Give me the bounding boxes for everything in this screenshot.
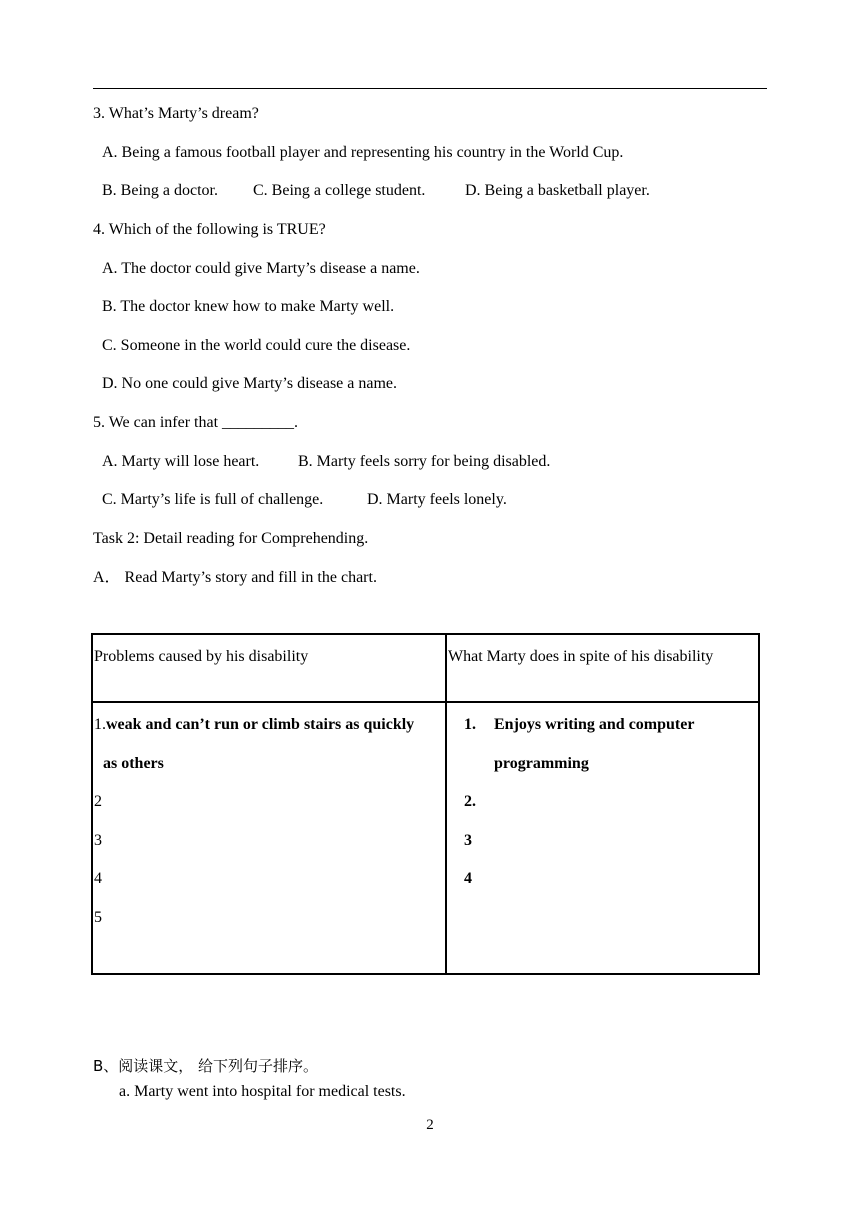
header-rule [93,88,767,89]
problem-item-1-cont: as others [103,755,164,772]
problem-item-4: 4 [94,870,102,887]
achievement-item-2: 2. [464,793,476,810]
problem-item-3: 3 [94,832,102,849]
achievement-number-1: 1. [464,716,476,733]
achievement-item-1: Enjoys writing and computer [494,716,695,733]
q5-option-a: A. Marty will lose heart. [102,453,260,470]
task2-part-a: A． Read Marty’s story and fill in the chart. [93,569,377,586]
q5-options-cd [102,490,507,510]
achievement-item-3: 3 [464,832,472,849]
q5-options-ab [102,452,550,472]
q3-option-b: B. Being a doctor. [102,182,218,199]
q5-option-d: D. Marty feels lonely. [367,491,507,508]
chart-header-achievements: What Marty does in spite of his disability [446,634,759,702]
problem-item-5: 5 [94,909,102,926]
chart-header-problems: Problems caused by his disability [92,634,446,702]
problem-item-2: 2 [94,793,102,810]
q5-option-c: C. Marty’s life is full of challenge. [102,491,324,508]
q4-stem: 4. Which of the following is TRUE? [93,221,326,238]
task2-title: Task 2: Detail reading for Comprehending. [93,530,369,547]
part-b-title: B、阅读课文， 给下列句子排序。 [93,1057,319,1075]
q5-option-b: B. Marty feels sorry for being disabled. [298,453,551,470]
part-b-item-a: a. Marty went into hospital for medical tests. [119,1083,406,1100]
problem-item-1: 1.weak and can’t run or climb stairs as quickly [94,716,415,733]
q4-option-b: B. The doctor knew how to make Marty well. [102,298,395,315]
page-number: 2 [426,1117,434,1133]
q4-option-a: A. The doctor could give Marty’s disease a name. [102,260,420,277]
chart-problems-cell [92,702,446,974]
q5-stem: 5. We can infer that _________. [93,414,299,431]
q4-option-d: D. No one could give Marty’s disease a name. [102,375,398,392]
q3-options-bcd [102,181,650,201]
q3-option-a: A. Being a famous football player and representing his country in the World Cup. [102,144,624,161]
achievement-item-4: 4 [464,870,472,887]
q4-option-c: C. Someone in the world could cure the disease. [102,337,411,354]
q3-option-d: D. Being a basketball player. [465,182,650,199]
q3-stem: 3. What’s Marty’s dream? [93,105,259,122]
chart-achievements-cell [446,702,759,974]
achievement-item-1-cont: programming [494,755,589,772]
disability-chart [91,633,760,975]
q3-option-c: C. Being a college student. [253,182,426,199]
